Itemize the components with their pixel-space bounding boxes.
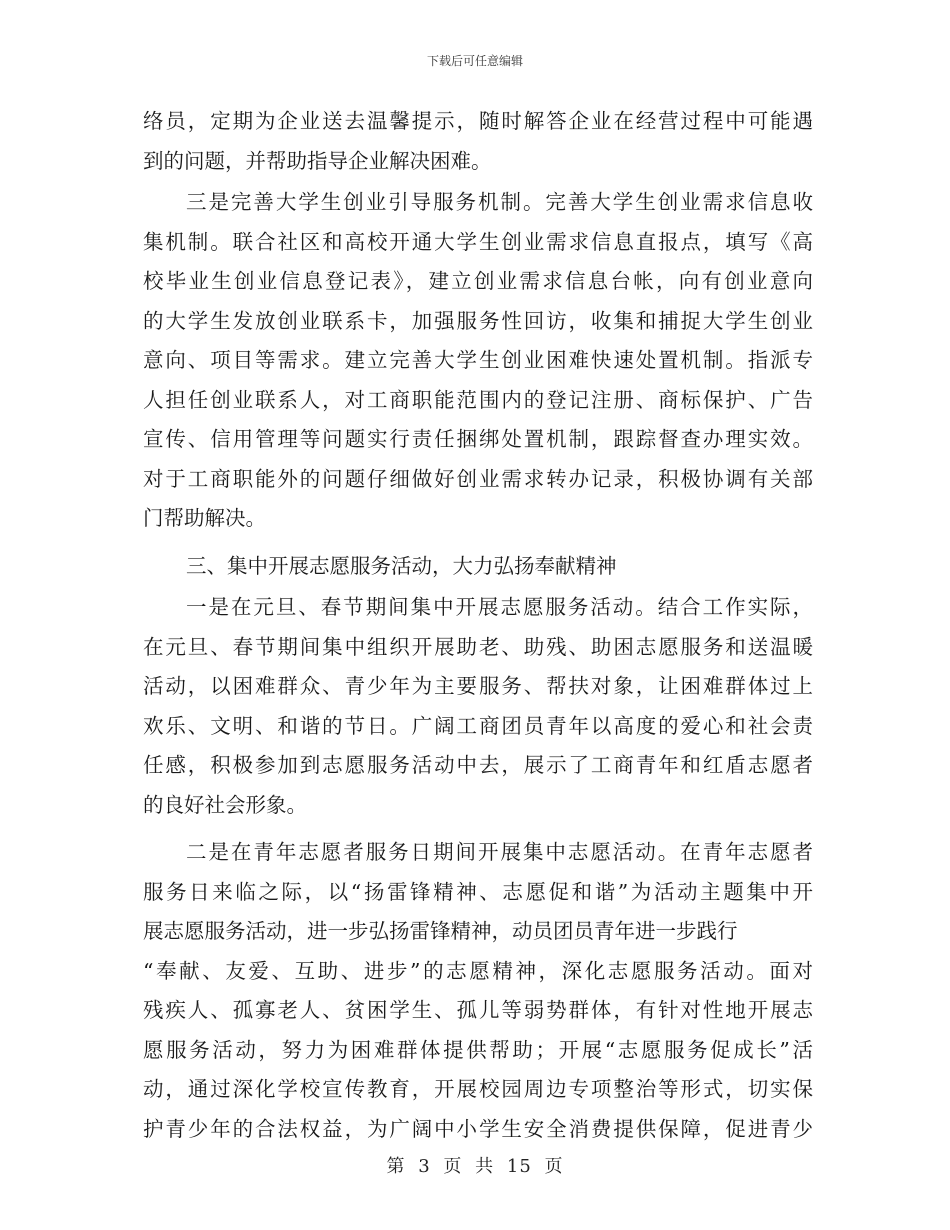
- text-line: 任感，积极参加到志愿服务活动中去，展示了工商青年和红盾志愿者: [143, 753, 813, 777]
- text-line: 活动，以困难群众、青少年为主要服务、帮扶对象，让困难群体过上: [143, 674, 813, 698]
- paragraph-new-year-volunteer: [143, 588, 813, 825]
- text-line: 意向、项目等需求。建立完善大学生创业困难快速处置机制。指派专: [143, 348, 813, 372]
- footer-label-di: 第: [386, 1156, 406, 1177]
- text-line: 络员，定期为企业送去温馨提示，随时解答企业在经营过程中可能遇: [143, 109, 813, 133]
- text-line: 服务日来临之际，以“扬雷锋精神、志愿促和谐”为活动主题集中开: [143, 879, 813, 904]
- page-header: 下载后可任意编辑: [426, 54, 523, 68]
- text-line: 三是完善大学生创业引导服务机制。完善大学生创业需求信息收: [186, 190, 813, 214]
- text-line: 对于工商职能外的问题仔细做好创业需求转办记录，积极协调有关部: [143, 466, 813, 491]
- section-heading: [143, 547, 813, 587]
- text-line: 愿服务活动，努力为困难群体提供帮助；开展“志愿服务促成长”活: [143, 1037, 813, 1062]
- text-line: 残疾人、孤寡老人、贫困学生、孤儿等弱势群体，有针对性地开展志: [143, 998, 813, 1022]
- text-line: 动，通过深化学校宣传教育，开展校园周边专项整治等形式，切实保: [143, 1077, 813, 1101]
- text-line: 二是在青年志愿者服务日期间开展集中志愿活动。在青年志愿者: [186, 840, 813, 864]
- paragraph-continuation: [143, 102, 813, 181]
- text-line: 的大学生发放创业联系卡，加强服务性回访，收集和捕捉大学生创业: [143, 308, 813, 333]
- text-line: 展志愿服务活动，进一步弘扬雷锋精神，动员团员青年进一步践行: [143, 919, 738, 943]
- text-line: 校毕业生创业信息登记表》，建立创业需求信息台帐，向有创业意向: [143, 269, 813, 293]
- text-line: 人担任创业联系人，对工商职能范围内的登记注册、商标保护、广告: [143, 387, 813, 412]
- footer-label-ye: 页: [443, 1156, 463, 1177]
- page-footer: [0, 1152, 950, 1178]
- text-line: 的良好社会形象。: [143, 792, 307, 817]
- text-line: 门帮助解决。: [143, 506, 266, 530]
- paragraph-startup-service: [143, 183, 813, 539]
- text-line: 欢乐、文明、和谐的节日。广阔工商团员青年以高度的爱心和社会责: [143, 713, 813, 738]
- text-line: 集机制。联合社区和高校开通大学生创业需求信息直报点，填写《高: [143, 229, 813, 254]
- text-line: 在元旦、春节期间集中组织开展助老、助残、助困志愿服务和送温暖: [143, 634, 813, 659]
- text-line: 一是在元旦、春节期间集中开展志愿服务活动。结合工作实际，: [186, 595, 813, 619]
- paragraph-volunteer-day: [143, 833, 813, 1149]
- text-line: 护青少年的合法权益，为广阔中小学生安全消费提供保障，促进青少: [143, 1116, 813, 1141]
- document-body: [143, 102, 813, 1157]
- footer-label-gong: 共: [475, 1156, 495, 1177]
- heading-line: 三、集中开展志愿服务活动，大力弘扬奉献精神: [186, 553, 617, 578]
- text-line: 宣传、信用管理等问题实行责任捆绑处置机制，跟踪督查办理实效。: [143, 427, 813, 451]
- footer-label-ye-end: 页: [544, 1156, 564, 1177]
- current-page-number: 3: [418, 1156, 431, 1177]
- text-line: 到的问题，并帮助指导企业解决困难。: [143, 148, 492, 173]
- text-line: “奉献、友爱、互助、进步”的志愿精神，深化志愿服务活动。面对: [143, 958, 813, 983]
- total-page-count: 15: [506, 1156, 532, 1177]
